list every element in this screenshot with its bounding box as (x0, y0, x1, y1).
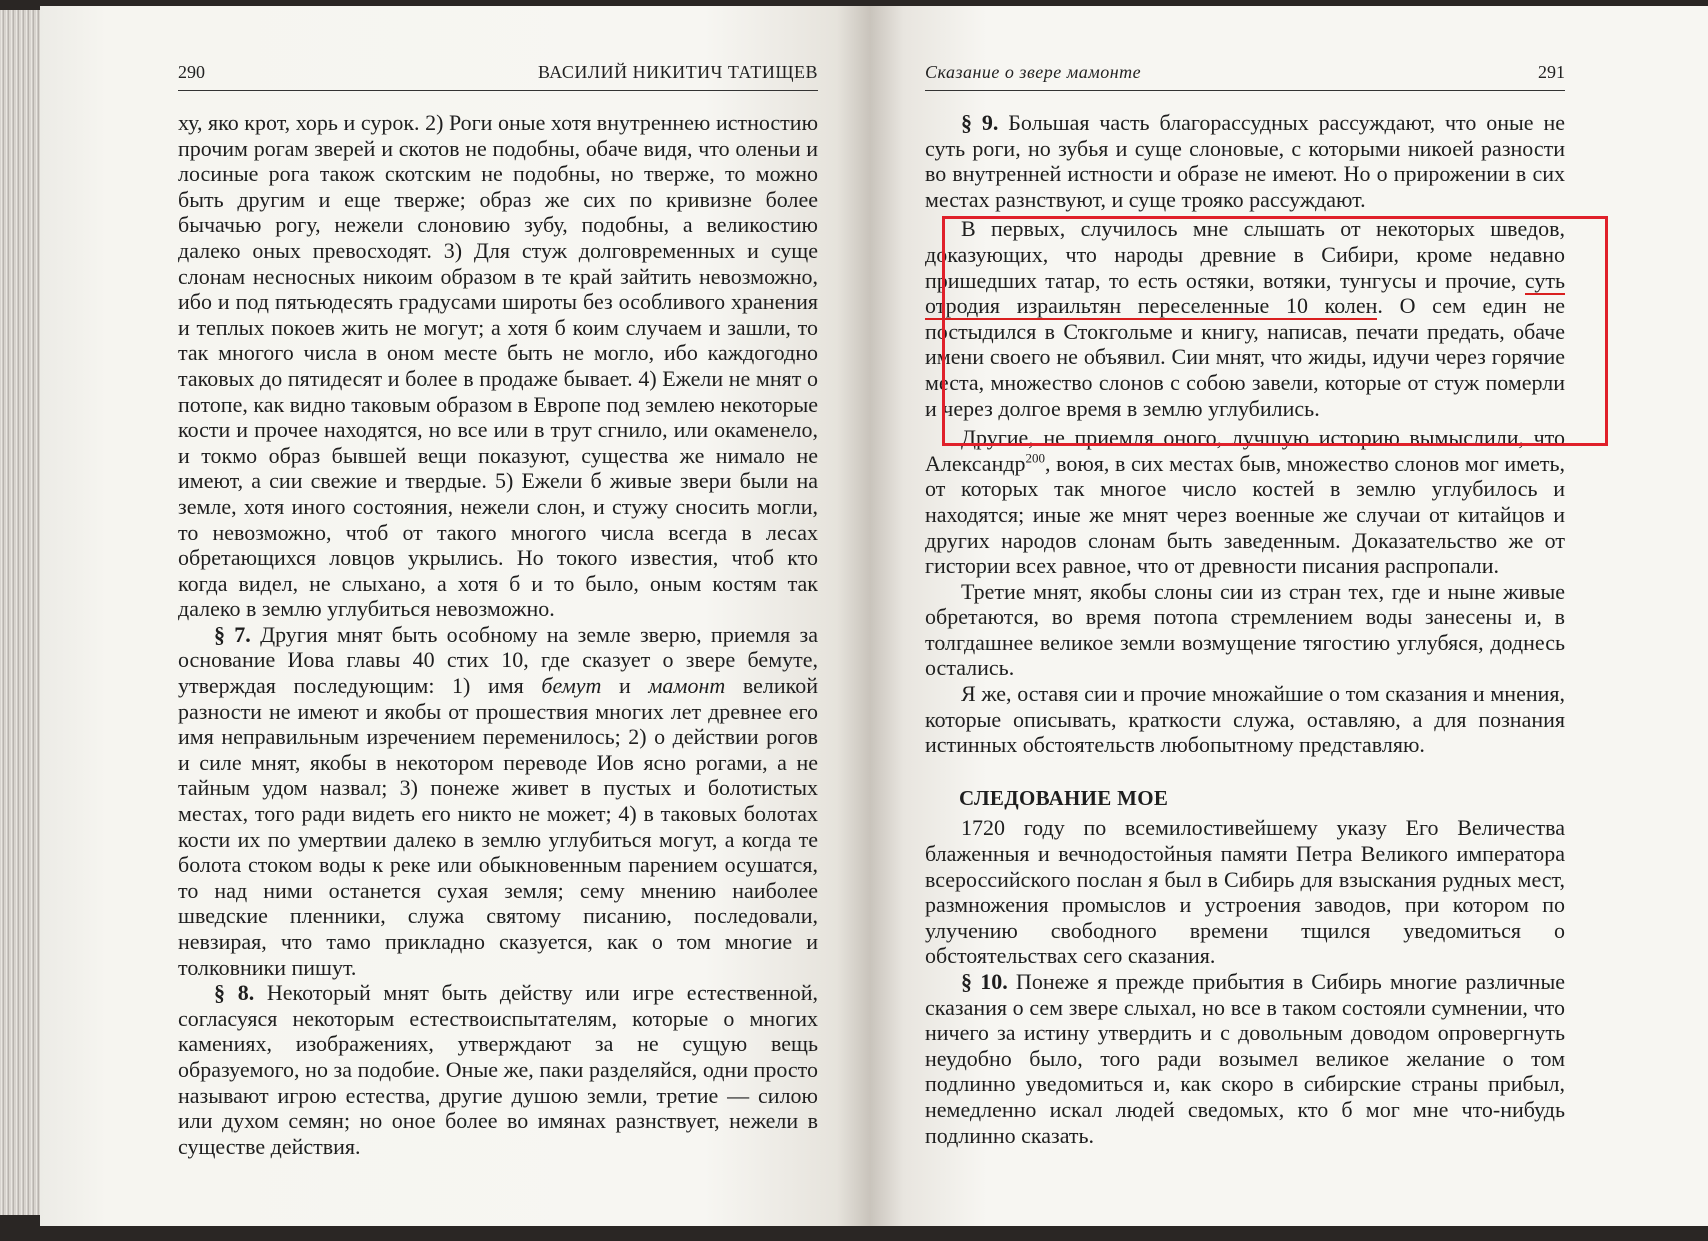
right-running-head (925, 56, 1565, 91)
underlined-phrase: суть отродия израильтян переселенные 10 колен (925, 267, 1565, 319)
section-heading: СЛЕДОВАНИЕ МОЕ (959, 785, 1169, 810)
term-bemut: бемут (541, 673, 602, 699)
paragraph-section-9 (925, 110, 1565, 212)
section-8-text: Некоторый мнят быть действу или игре естественной, согласуяся некоторым естествоиспытателям, которые о многих камениях, изображениях, утверждают за не сущую вещь образуемого, но за подобие. Оные же, паки разделяйся, одни просто называют игрою естества, другие душою земли, третие — силою или духом семян; но оное более во имянах разнствует, нежели в существе действия. (178, 980, 818, 1159)
left-page (40, 6, 870, 1226)
section-mark-10: § 10. (961, 969, 1008, 994)
right-running-title: Сказание о звере мамонте (925, 62, 1142, 82)
paragraph-section-8 (178, 980, 818, 1159)
section-mark-7: § 7. (214, 621, 251, 647)
right-page (870, 6, 1708, 1226)
section-mark-8: § 8. (214, 980, 255, 1006)
paragraph-author-opinion: Я же, оставя сии и прочие множайшие о том сказания и мнения, которые описывать, краткости служа, оставляю, а для познания истинных обстоятельств любопытному представляю. (925, 681, 1565, 758)
left-running-head (178, 56, 818, 91)
section-mark-9: § 9. (961, 110, 999, 135)
highlighted-text-a: В первых, случилось мне слышать от некоторых шведов, доказующих, что народы древние в Сибири, кроме недавно пришедших татар, то есть остяки, вотяки, тунгусы и прочие, (925, 216, 1565, 293)
left-page-text (178, 110, 818, 1159)
alexander-text-b: , воюя, в сих местах быв, множество слонов мог иметь, от которых так многое число костей в землю углубилось и находятся; иные же мнят через военные же случаи от китайцов и других народов слонам быть заведенным. Доказательство же от гистории всех равное, что от древности писания распропали. (925, 450, 1565, 579)
paragraph-section-7 (178, 622, 818, 980)
footnote-ref-200: 200 (1025, 450, 1046, 466)
paragraph-highlighted (925, 216, 1565, 421)
alexander-text-a: Другие, не приемля оного, лучшую историю вымыслили, что Александр (925, 425, 1565, 476)
section-10-text: Понеже я прежде прибытия в Сибирь многие различные сказания о сем звере слыхал, но все в таком состояли сумнении, что ничего за истину утвердить и с довольным доводом опровергнуть неудобно было, того ради возымел великое желание о том подлинно уведомиться и, как скоро в сибирские страны прибыл, немедленно искал людей сведомых, кто б мог мне что-нибудь подлинно сказать. (925, 969, 1565, 1148)
section-9-text: Большая часть благорассудных рассуждают, что оные не суть роги, но зубья и суще слоновые, с которыми никоей разности во внутренней истности и образе не имеют. Но о прирожении в сих местах разнствуют, и суще трояко рассуждают. (925, 110, 1565, 212)
left-running-title: ВАСИЛИЙ НИКИТИЧ ТАТИЩЕВ (537, 62, 818, 82)
section-7-text-b: великой разности не имеют и якобы от прошествия многих лет древнее его имя неправильным изречением переменилось; 2) о действии рогов и силе мнят, якобы в некотором переводе Иов ясно рогами, а не тайным удом назвал; 3) понеже живет в пустых и болотистых местах, того ради видеть его никто не может; 4) в таковых болотах кости их по умертвии далеко в землю углубиться могут, а когда те болота стоком воды к реке или обыкновенным парением осушатся, то над ними останется сухая земля; сему мнению наиболее шведские пленники, служа святому писанию, последовали, невзирая, что тамо прикладно сказуется, как о том многие и толковники пишут. (178, 673, 818, 980)
paragraph-section-10 (925, 969, 1565, 1148)
paragraph-1720: 1720 году по всемилостивейшему указу Его Величества блаженныя и вечнодостойныя памяти Петра Великого императора всероссийского послан я был в Сибирь для взыскания рудных мест, размножения промыслов и устроения заводов, при котором по улучению свободного времени тщился уведомиться о обстоятельствах сего сказания. (925, 815, 1565, 969)
highlighted-text-b: . О сем един не постыдился в Стокгольме и книгу, написав, печати предать, обаче имени своего не объявил. Сии мнят, что жиды, идучи через горячие места, множество слонов с собою завели, которые от стуж померли и через долгое время в землю углубились. (925, 293, 1565, 421)
term-mamont: мамонт (648, 673, 726, 699)
paragraph-alexander (925, 425, 1565, 579)
section-7-text-a: Другия мнят быть особному на земле зверю, приемля за основание Иова главы 40 стих 10, где сказует о звере бемуте, утверждая последующим: 1) имя (178, 621, 819, 699)
right-page-text (925, 110, 1565, 1148)
section-7-and: и (601, 673, 649, 699)
left-page-number: 290 (178, 62, 205, 82)
right-page-number: 291 (1538, 62, 1565, 82)
paragraph-flood: Третие мнят, якобы слоны сии из стран тех, где и ныне живые обретаются, во время потопа стремлением воды занесены и, в толгдашнее великое земли возмущение тягостию углубяся, доднесь остались. (925, 578, 1565, 681)
paragraph-continuation: ху, яко крот, хорь и сурок. 2) Роги оные хотя внутреннею истностию прочим рогам зверей и скотов не подобны, обаче видя, что оленьи и лосиные рога також скотским не подобны, но тверже, то можно быть другим и еще тверже; образ же сих по кривизне более бычачью рогу, нежели слоновию зубу, подобны, а великостию далеко оных превосходят. 3) Для стуж долговременных и суще слонам несносных никоим образом в те край зайтить невозможно, ибо и под пятьюдесять градусами широты без особливого хранения и теплых покоев жить не могут; а хотя б коим случаем и зашли, то так многого числа в оном месте быть не могло, ибо каждогодно таковых до пятидесят и более в продаже бывает. 4) Ежели не мнят о потопе, как видно таковым образом в Европе под землею некоторые кости и прочее находятся, но все или в трут сгнило, или окаменело, и токмо образ бывшей вещи показуют, существа же нимало не имеют, а сии свежие и твердые. 5) Ежели б живые звери были на земле, хотя иного состояния, нежели слон, и стужу сносить могли, то невозможно, чтоб от такого многого числа всегда в лесах обретающихся ловцов укрылись. Но токого известия, чтоб кто когда видел, не слыхано, а хотя б и то было, оным костям так далеко в землю углубиться невозможно. (178, 110, 818, 622)
